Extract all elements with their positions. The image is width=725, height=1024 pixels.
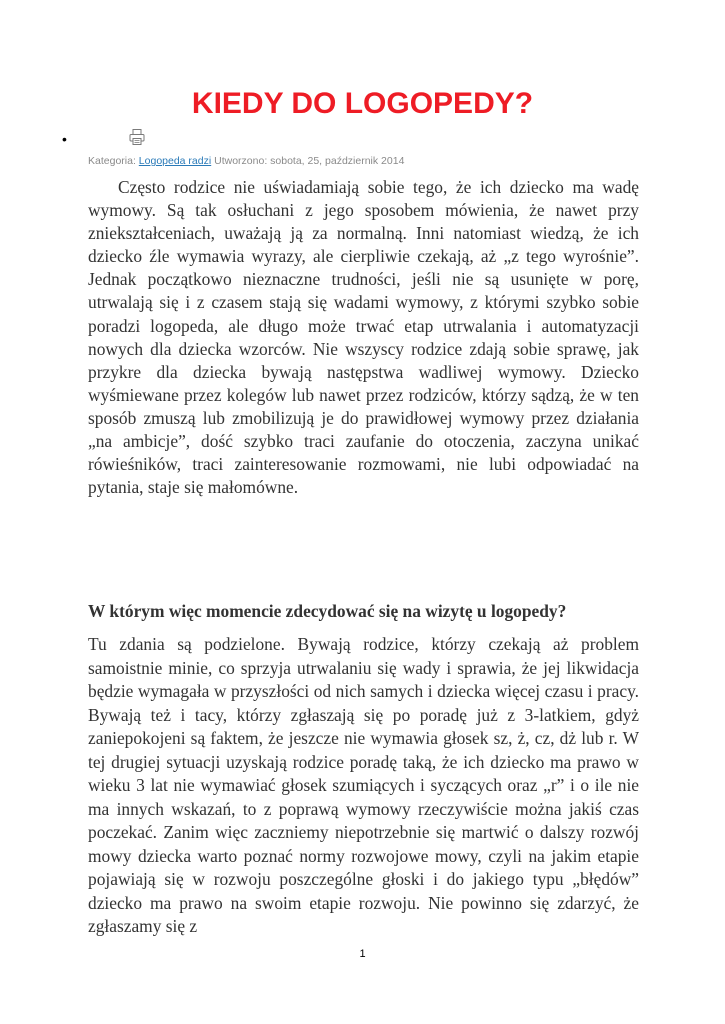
printer-icon[interactable] — [128, 128, 146, 146]
section-heading: W którym więc momencie zdecydować się na wizytę u logopedy? — [88, 601, 567, 621]
list-bullet: • — [62, 131, 67, 147]
page-number: 1 — [359, 948, 366, 960]
intro-paragraph: Często rodzice nie uświadamiają sobie tego, że ich dziecko ma wadę wymowy. Są tak osłuchani z jego sposobem mówienia, że nawet przy zniekształceniach, uważają ją za normalną. Inni natomiast wiedzą, że ich dziecko źle wymawia wyrazy, ale cierpliwie czekają, aż „z tego wyrośnie”. Jednak początkowo nieznaczne trudności, jeśli nie są usunięte w porę, utrwalają się i z czasem stają się wadami wymowy, z którymi szybko sobie poradzi logopeda, ale długo może trwać etap utrwalania i automatyzacji nowych dla dziecka wzorców. Nie wszyscy rodzice zdają sobie sprawę, jak przykre dla dziecka bywają następstwa wadliwej wymowy. Dziecko wyśmiewane przez kolegów lub nawet przez rodziców, którzy sądzą, że w ten sposób zmuszą lub zmobilizują je do prawidłowej wymowy przez działania „na ambicje”, dość szybko traci zaufanie do otoczenia, zaczyna unikać rówieśników, traci zainteresowanie rozmowami, nie lubi odpowiadać na pytania, staje się małomówne. — [88, 177, 639, 498]
article-meta — [88, 155, 404, 167]
printer-icon-svg — [128, 128, 146, 146]
section-paragraph: Tu zdania są podzielone. Bywają rodzice, którzy czekają aż problem samoistnie minie, co sprzyja utrwalaniu się wady i sprawia, że jej likwidacja będzie wymagała w przyszłości od nich samych i dziecka więcej czasu i pracy. Bywają też i tacy, którzy zgłaszają się po poradę już z 3-latkiem, gdyż zaniepokojeni są faktem, że jeszcze nie wymawia głosek sz, ż, cz, dż lub r. W tej drugiej sytuacji uzyskają rodzice poradę taką, że ich dziecko ma prawo w wieku 3 lat nie wymawiać głosek szumiących i syczących oraz „r” i o ile nie ma innych wskazań, to z poprawą wymowy rzeczywiście można jakiś czas poczekać. Zanim więc zaczniemy niepotrzebnie się martwić o dalszy rozwój mowy dziecka warto poznać normy rozwojowe mowy, czyli na jakim etapie pojawiają się w rozwoju poszczególne głoski i do jakiego typu „błędów” dziecko ma prawo na swoim etapie rozwoju. Nie powinno się zdarzyć, że zgłaszamy się z — [88, 634, 639, 936]
category-label: Kategoria: — [88, 155, 136, 167]
page-title: KIEDY DO LOGOPEDY? — [191, 87, 534, 120]
category-link[interactable]: Logopeda radzi — [138, 155, 212, 167]
created-date: Utworzono: sobota, 25, październik 2014 — [214, 155, 405, 167]
